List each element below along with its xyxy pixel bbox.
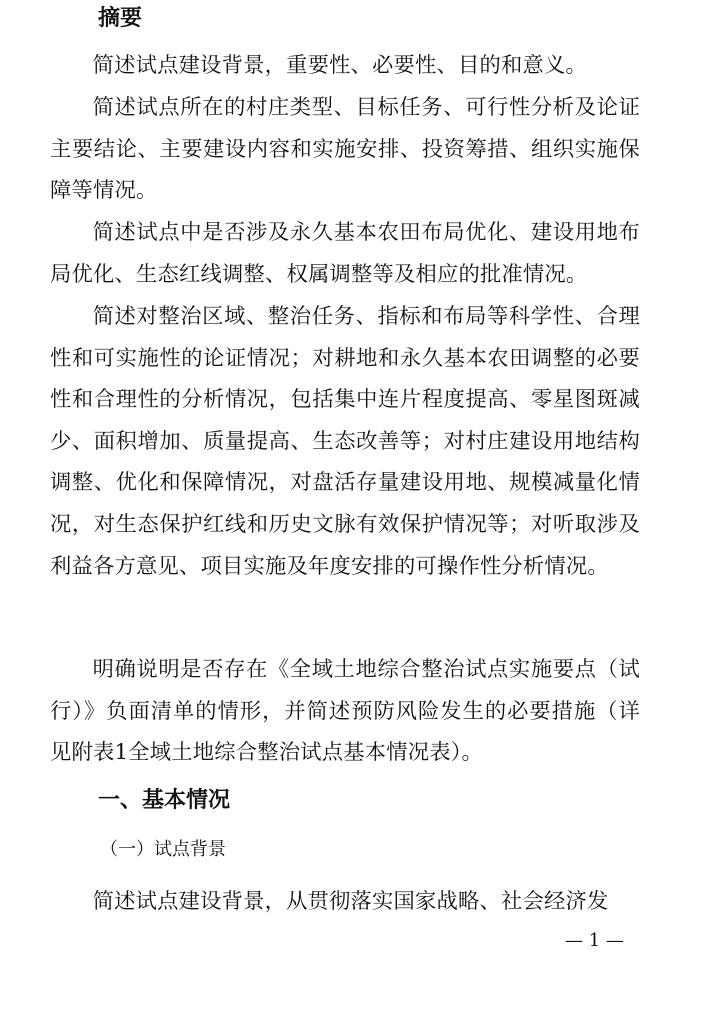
page-number: — 1 — (565, 930, 624, 951)
abstract-paragraph-3: 简述试点中是否涉及永久基本农田布局优化、建设用地布局优化、生态红线调整、权属调整等及相应的批准情况。 (50, 220, 640, 287)
abstract-title: 摘要 (98, 6, 143, 31)
section-title-basic-info: 一、基本情况 (98, 788, 231, 813)
abstract-paragraph-4: 简述对整治区域、整治任务、指标和布局等科学性、合理性和可实施性的论证情况；对耕地和永久基本农田调整的必要性和合理性的分析情况，包括集中连片程度提高、零星图斑减少、面积增加、质量提高、生态改善等；对村庄建设用地结构调整、优化和保障情况，对盘活存量建设用地、规模减量化情况，对生态保护红线和历史文脉有效保护情况等；对听取涉及利益各方意见、项目实施及年度安排的可操作性分析情况。 (50, 304, 640, 579)
abstract-paragraph-1: 简述试点建设背景，重要性、必要性、目的和意义。 (92, 53, 588, 78)
abstract-paragraph-2: 简述试点所在的村庄类型、目标任务、可行性分析及论证主要结论、主要建设内容和实施安排、投资筹措、组织实施保障等情况。 (50, 95, 640, 204)
subsection-title-pilot-background: （一）试点背景 (100, 839, 226, 860)
subsection-paragraph: 简述试点建设背景，从贯彻落实国家战略、社会经济发 (92, 889, 609, 914)
abstract-paragraph-5: 明确说明是否存在《全域土地综合整治试点实施要点（试行）》负面清单的情形，并简述预防风险发生的必要措施（详见附表1全域土地综合整治试点基本情况表）。 (50, 657, 640, 766)
